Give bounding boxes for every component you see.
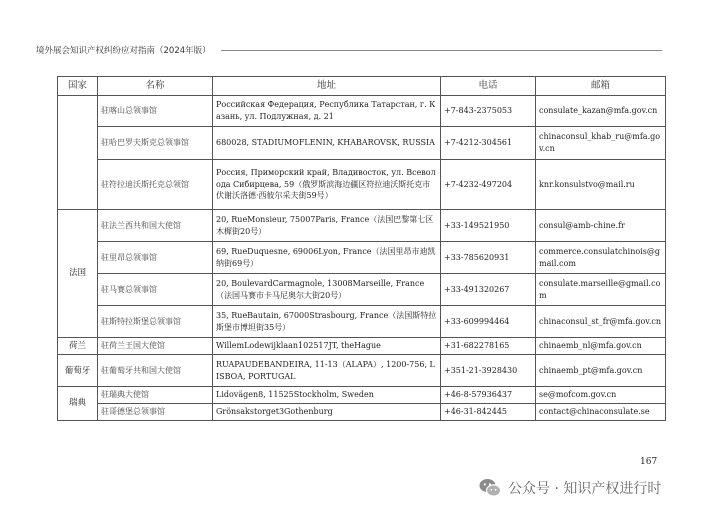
table-row (58, 96, 666, 127)
table-row (58, 338, 666, 355)
mission-email: contact@chinaconsulate.se (536, 403, 666, 420)
mission-email: consulate.marseille@gmail.com (536, 274, 666, 306)
mission-address: Российская Федерация, Республика Татарстан, г. Казань, ул. Подлужная, д. 21 (213, 96, 441, 127)
mission-address: 69, RueDuquesne, 69006Lyon, France（法国里昂市迪凯纳街69号） (213, 242, 441, 274)
mission-address: Россия, Приморский край, Владивосток, ул. Всеволода Сибирцева, 59（俄罗斯滨海边疆区符拉迪沃斯托克市伏谢沃洛德·西彼尔采夫街59号） (213, 160, 441, 210)
mission-address: 680028, STADIUMOFLENIN, KHABAROVSK, RUSSIA (213, 127, 441, 160)
mission-phone: +7-4232-497204 (441, 160, 536, 210)
mission-address: RUAPAUDEBANDEIRA, 11-13（ALAPA）, 1200-756, LISBOA, PORTUGAL (213, 355, 441, 387)
mission-address: 35, RueBautain, 67000Strasbourg, France（法国斯特拉斯堡市博坦街35号） (213, 306, 441, 338)
watermark-text: 公众号 · 知识产权进行时 (508, 481, 662, 497)
mission-name: 驻哈巴罗夫斯克总领事馆 (98, 127, 213, 160)
mission-name: 驻马赛总领事馆 (98, 274, 213, 306)
table-row (58, 274, 666, 306)
mission-phone: +46-8-57936437 (441, 387, 536, 404)
header-rule (221, 50, 662, 51)
running-header: 境外展会知识产权纠纷应对指南（2024年版） (36, 46, 211, 56)
table-row (58, 160, 666, 210)
page-number: 167 (640, 457, 658, 467)
mission-phone: +31-682278165 (441, 338, 536, 355)
wechat-icon (478, 477, 502, 499)
table-row (58, 355, 666, 387)
table-row (58, 387, 666, 404)
mission-email: chinaemb_nl@mfa.gov.cn (536, 338, 666, 355)
mission-phone: +46-31-842445 (441, 403, 536, 420)
mission-email: chinaemb_pt@mfa.gov.cn (536, 355, 666, 387)
country-cell: 葡萄牙 (58, 355, 98, 387)
mission-phone: +7-4212-304561 (441, 127, 536, 160)
mission-address: WillemLodewijklaan102517JT, theHague (213, 338, 441, 355)
wechat-watermark (478, 476, 661, 500)
mission-email: consulate_kazan@mfa.gov.cn (536, 96, 666, 127)
mission-address: 20, RueMonsieur, 75007Paris, France（法国巴黎第七区木樨街20号） (213, 210, 441, 242)
table-row (58, 210, 666, 242)
table-header-row (58, 77, 666, 96)
country-cell: 瑞典 (58, 387, 98, 420)
mission-name: 驻瑞典大使馆 (98, 387, 213, 404)
mission-email: commerce.consulatchinois@gmail.com (536, 242, 666, 274)
mission-name: 驻斯特拉斯堡总领事馆 (98, 306, 213, 338)
mission-address: Lidovägen8, 11525Stockholm, Sweden (213, 387, 441, 404)
mission-name: 驻哥德堡总领事馆 (98, 403, 213, 420)
table-row (58, 242, 666, 274)
consulate-contacts-table (57, 76, 666, 421)
mission-name: 驻葡萄牙共和国大使馆 (98, 355, 213, 387)
header-email: 邮箱 (536, 77, 666, 96)
table-row (58, 403, 666, 420)
mission-email: chinaconsul_khab_ru@mfa.gov.cn (536, 127, 666, 160)
mission-email: consul@amb-chine.fr (536, 210, 666, 242)
mission-email: se@mofcom.gov.cn (536, 387, 666, 404)
country-cell: 法国 (58, 210, 98, 338)
mission-address: 20, BoulevardCarmagnole, 13008Marseille, France（法国马赛市卡马尼奥尔大街20号） (213, 274, 441, 306)
mission-phone: +33-609994464 (441, 306, 536, 338)
header-name: 名称 (98, 77, 213, 96)
mission-phone: +33-491320267 (441, 274, 536, 306)
country-cell (58, 96, 98, 210)
table-row (58, 127, 666, 160)
country-cell: 荷兰 (58, 338, 98, 355)
mission-name: 驻荷兰王国大使馆 (98, 338, 213, 355)
mission-email: chinaconsul_st_fr@mfa.gov.cn (536, 306, 666, 338)
header-country: 国家 (58, 77, 98, 96)
mission-address: Grönsakstorget3Gothenburg (213, 403, 441, 420)
mission-name: 驻法兰西共和国大使馆 (98, 210, 213, 242)
mission-name: 驻符拉迪沃斯托克总领馆 (98, 160, 213, 210)
table-row (58, 306, 666, 338)
mission-phone: +351-21-3928430 (441, 355, 536, 387)
mission-name: 驻里昂总领事馆 (98, 242, 213, 274)
mission-email: knr.konsulstvo@mail.ru (536, 160, 666, 210)
mission-phone: +7-843-2375053 (441, 96, 536, 127)
header-address: 地址 (213, 77, 441, 96)
mission-phone: +33-785620931 (441, 242, 536, 274)
header-phone: 电话 (441, 77, 536, 96)
mission-name: 驻喀山总领事馆 (98, 96, 213, 127)
mission-phone: +33-149521950 (441, 210, 536, 242)
